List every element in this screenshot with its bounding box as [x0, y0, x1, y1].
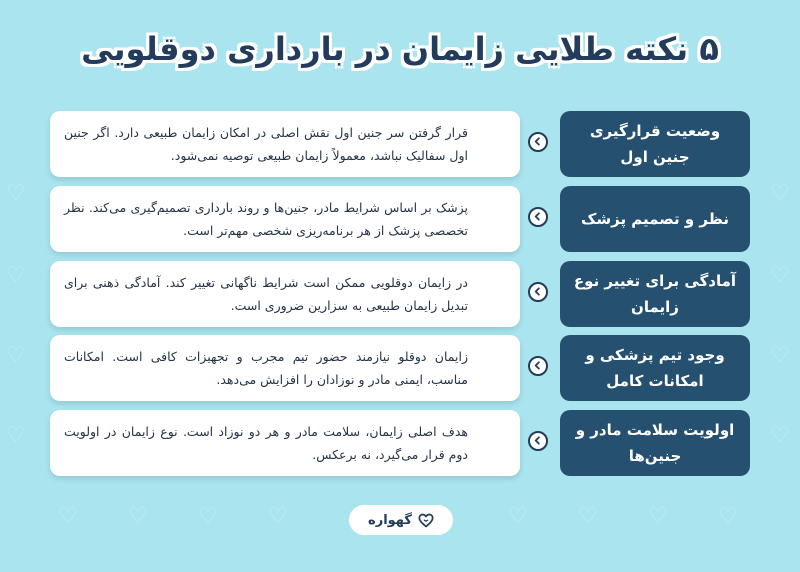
tip-heading: آمادگی برای تغییر نوع زایمان: [560, 261, 750, 327]
tip-description: زایمان دوقلو نیازمند حضور تیم مجرب و تجهیزات کافی است. امکانات مناسب، ایمنی مادر و نوزادان را افزایش می‌دهد.: [64, 349, 468, 387]
background-heart-icon: ♡: [578, 504, 598, 529]
chevron-left-button[interactable]: [528, 207, 548, 227]
chevron-left-icon: [533, 287, 542, 296]
tip-description-card: [50, 335, 520, 401]
tip-description-card: [50, 410, 520, 476]
background-heart-icon: ♡: [508, 504, 528, 529]
chevron-left-button[interactable]: [528, 282, 548, 302]
tip-row: [50, 186, 750, 252]
page-title: ۵ نکته طلایی زایمان در بارداری دوقلویی: [81, 30, 719, 68]
tip-description: هدف اصلی زایمان، سلامت مادر و هر دو نوزاد است. نوع زایمان در اولویت دوم قرار می‌گیرد، نه برعکس.: [64, 424, 468, 462]
background-heart-icon: ♡: [6, 423, 26, 448]
background-heart-icon: ♡: [58, 504, 78, 529]
tip-description: در زایمان دوقلویی ممکن است شرایط ناگهانی تغییر کند. آمادگی ذهنی برای تبدیل زایمان طبیعی به سزارین ضروری است.: [64, 275, 468, 313]
tip-row: [50, 335, 750, 401]
tip-row: [50, 261, 750, 327]
tip-description-card: [50, 261, 520, 327]
chevron-left-button[interactable]: [528, 431, 548, 451]
background-heart-icon: ♡: [770, 263, 790, 288]
background-heart-icon: ♡: [770, 343, 790, 368]
background-heart-icon: ♡: [718, 504, 738, 529]
brand-logo[interactable]: [349, 505, 453, 535]
background-heart-icon: ♡: [268, 504, 288, 529]
tip-heading: اولویت سلامت مادر و جنین‌ها: [560, 410, 750, 476]
chevron-left-icon: [533, 361, 542, 370]
chevron-left-icon: [533, 212, 542, 221]
background-heart-icon: ♡: [198, 504, 218, 529]
tip-row: [50, 410, 750, 476]
chevron-left-icon: [533, 137, 542, 146]
tip-description-card: [50, 186, 520, 252]
heart-logo-icon: [418, 513, 434, 528]
chevron-left-icon: [533, 436, 542, 445]
tip-heading: وجود تیم پزشکی و امکانات کامل: [560, 335, 750, 401]
tip-description: قرار گرفتن سر جنین اول نقش اصلی در امکان زایمان طبیعی دارد. اگر جنین اول سفالیک نباشد، معمولاً زایمان طبیعی توصیه نمی‌شود.: [64, 125, 468, 163]
background-heart-icon: ♡: [6, 343, 26, 368]
tip-heading: نظر و تصمیم پزشک: [560, 186, 750, 252]
tip-heading: وضعیت قرارگیری جنین اول: [560, 111, 750, 177]
chevron-left-button[interactable]: [528, 356, 548, 376]
background-heart-icon: ♡: [770, 181, 790, 206]
background-heart-icon: ♡: [128, 504, 148, 529]
background-heart-icon: ♡: [6, 181, 26, 206]
tip-row: [50, 111, 750, 177]
tip-description: پزشک بر اساس شرایط مادر، جنین‌ها و روند بارداری تصمیم‌گیری می‌کند. نظر تخصصی پزشک از هر برنامه‌ریزی شخصی مهم‌تر است.: [64, 200, 468, 238]
background-heart-icon: ♡: [648, 504, 668, 529]
brand-name: گهواره: [368, 512, 412, 528]
tip-description-card: [50, 111, 520, 177]
background-heart-icon: ♡: [6, 263, 26, 288]
background-heart-icon: ♡: [770, 423, 790, 448]
chevron-left-button[interactable]: [528, 132, 548, 152]
